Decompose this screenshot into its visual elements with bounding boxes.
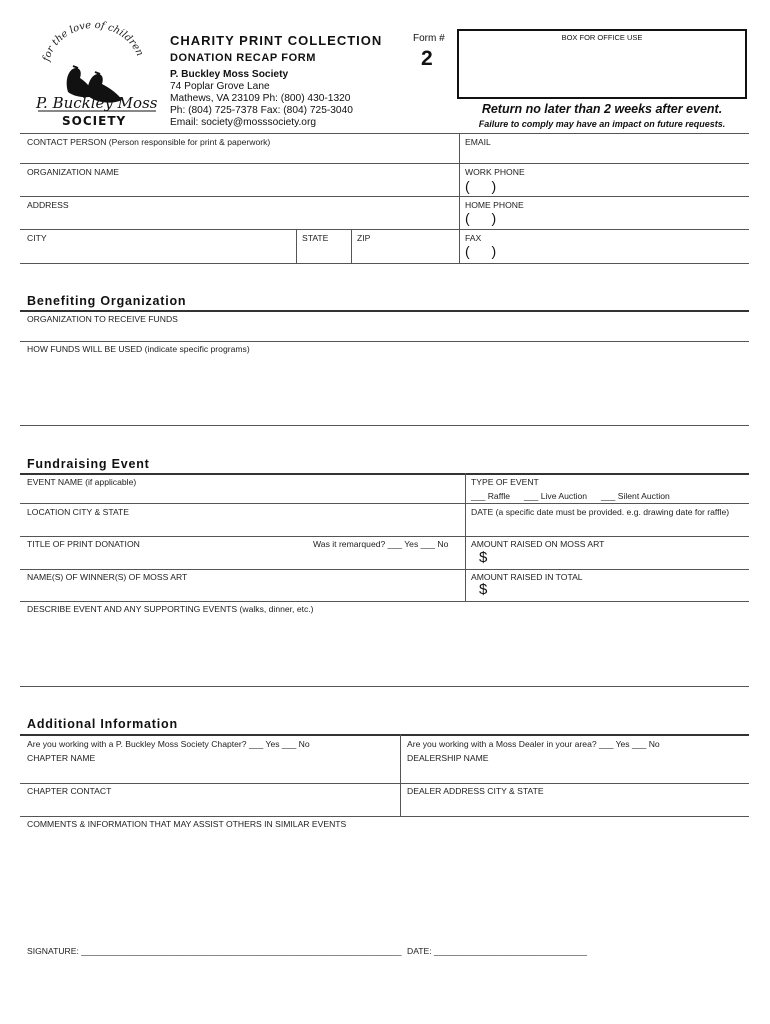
email-label: EMAIL <box>465 137 491 147</box>
remarqued-question: Was it remarqued? ___ Yes ___ No <box>313 539 449 549</box>
dealer-question: Are you working with a Moss Dealer in your area? ___ Yes ___ No <box>407 739 660 749</box>
logo-graphic <box>30 18 162 130</box>
office-use-label: BOX FOR OFFICE USE <box>561 33 643 42</box>
form-number-label: Form # <box>413 33 445 44</box>
fax-area-code: ( ) <box>465 243 497 259</box>
live-auction-option: ___ Live Auction <box>524 491 588 501</box>
address-line: 74 Poplar Grove Lane <box>170 81 270 92</box>
event-date-label: DATE (a specific date must be provided. e.g. drawing date for raffle) <box>471 507 730 517</box>
raffle-option: ___ Raffle <box>471 491 511 501</box>
chapter-name-label: CHAPTER NAME <box>27 753 96 763</box>
address-label: ADDRESS <box>27 200 69 210</box>
comments-label: COMMENTS & INFORMATION THAT MAY ASSIST OTHERS IN SIMILAR EVENTS <box>27 819 347 829</box>
amount-total-dollar: $ <box>479 581 488 598</box>
address-line: Email: society@mosssociety.org <box>170 117 317 128</box>
type-of-event-label: TYPE OF EVENT <box>471 477 539 487</box>
state-label: STATE <box>302 233 329 243</box>
logo-arc-text: for the love of children <box>41 19 146 63</box>
society-name: P. Buckley Moss Society <box>170 69 289 80</box>
amount-moss-art-label: AMOUNT RAISED ON MOSS ART <box>471 539 605 549</box>
work-phone-area-code: ( ) <box>465 178 497 194</box>
benefiting-heading: Benefiting Organization <box>27 294 187 308</box>
organization-name-label: ORGANIZATION NAME <box>27 167 119 177</box>
zip-label: ZIP <box>357 233 371 243</box>
city-label: CITY <box>27 233 47 243</box>
form-title: CHARITY PRINT COLLECTION <box>170 33 383 48</box>
silent-auction-option: ___ Silent Auction <box>601 491 670 501</box>
address-line: Ph: (804) 725-7378 Fax: (804) 725-3040 <box>170 105 353 116</box>
home-phone-label: HOME PHONE <box>465 200 524 210</box>
event-name-label: EVENT NAME (if applicable) <box>27 477 137 487</box>
form-subtitle: DONATION RECAP FORM <box>170 52 317 64</box>
contact-person-label: CONTACT PERSON (Person responsible for print & paperwork) <box>27 137 271 147</box>
how-funds-used-label: HOW FUNDS WILL BE USED (indicate specific programs) <box>27 344 250 354</box>
fundraising-heading: Fundraising Event <box>27 457 150 471</box>
work-phone-label: WORK PHONE <box>465 167 525 177</box>
address-line: Mathews, VA 23109 Ph: (800) 430-1320 <box>170 93 351 104</box>
amount-total-label: AMOUNT RAISED IN TOTAL <box>471 572 583 582</box>
org-to-receive-label: ORGANIZATION TO RECEIVE FUNDS <box>27 314 178 324</box>
form-number: 2 <box>421 47 433 70</box>
title-print-label: TITLE OF PRINT DONATION <box>27 539 140 549</box>
fax-label: FAX <box>465 233 482 243</box>
describe-event-label: DESCRIBE EVENT AND ANY SUPPORTING EVENTS (walks, dinner, etc.) <box>27 604 314 614</box>
additional-heading: Additional Information <box>27 717 178 731</box>
dealer-address-label: DEALER ADDRESS CITY & STATE <box>407 786 544 796</box>
signature-line: SIGNATURE: ___________________________________________________________________ <box>27 946 402 956</box>
date-line: DATE: ________________________________ <box>407 946 587 956</box>
failure-notice: Failure to comply may have an impact on future requests. <box>478 119 726 129</box>
office-use-box <box>457 29 747 99</box>
dealership-name-label: DEALERSHIP NAME <box>407 753 489 763</box>
logo-signature: P. Buckley Moss <box>36 94 158 112</box>
amount-moss-art-dollar: $ <box>479 549 488 566</box>
return-notice: Return no later than 2 weeks after event. <box>481 102 723 116</box>
chapter-contact-label: CHAPTER CONTACT <box>27 786 112 796</box>
chapter-question: Are you working with a P. Buckley Moss Society Chapter? ___ Yes ___ No <box>27 739 310 749</box>
society-logo <box>30 18 162 130</box>
location-label: LOCATION CITY & STATE <box>27 507 130 517</box>
home-phone-area-code: ( ) <box>465 210 497 226</box>
society-address <box>170 69 353 129</box>
winners-label: NAME(S) OF WINNER(S) OF MOSS ART <box>27 572 188 582</box>
logo-society: SOCIETY <box>62 114 127 128</box>
